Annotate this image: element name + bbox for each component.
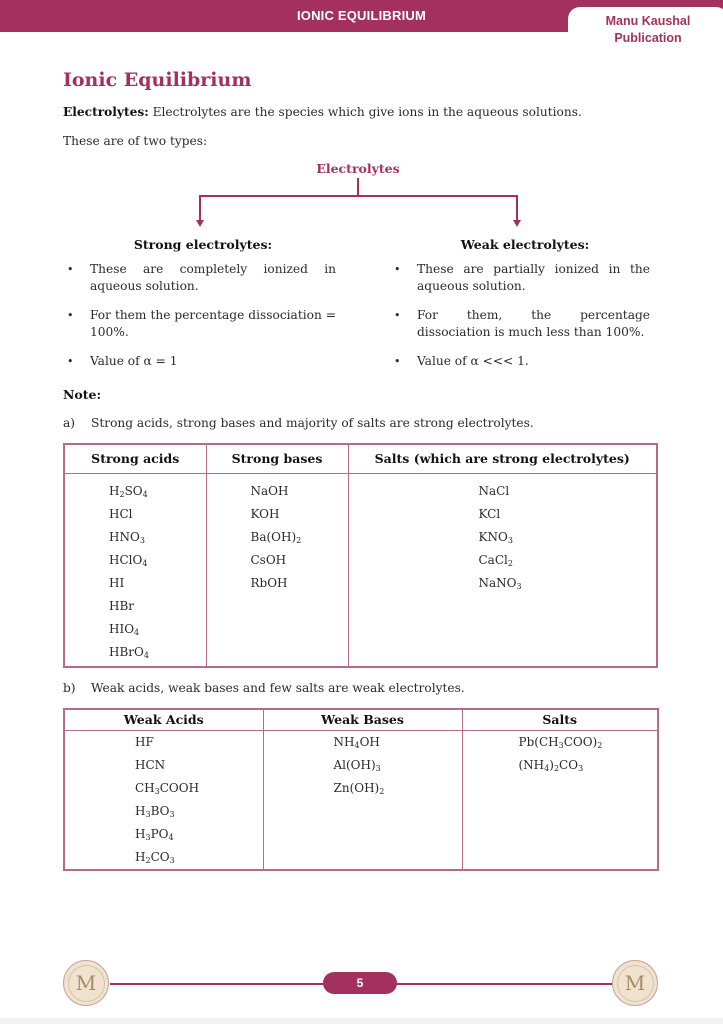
tree-root-label: Electrolytes	[316, 161, 400, 176]
note-a	[63, 415, 534, 431]
strong-electrolytes-list	[63, 261, 336, 382]
table-header: Strong acids	[64, 444, 206, 473]
strong-electrolytes-table	[63, 443, 658, 668]
table-header: Weak Bases	[263, 709, 462, 730]
bullet-icon: •	[67, 355, 74, 368]
page-title: Ionic Equilibrium	[63, 69, 252, 91]
note-a-marker: a)	[63, 416, 76, 430]
table-header: Weak Acids	[64, 709, 263, 730]
table-cell	[263, 730, 462, 870]
note-b-marker: b)	[63, 681, 76, 695]
note-a-text: Strong acids, strong bases and majority of salts are strong electrolytes.	[91, 416, 534, 430]
list-item: • These are completely ionized in aqueous solution.	[67, 262, 336, 293]
chapter-title: IONIC EQUILIBRIUM	[296, 8, 427, 23]
strong-bases-list: NaOH KOH $Ba(OH)_2$ CsOH RbOH	[250, 483, 302, 590]
weak-bases-list: $NH_4OH$ $Al(OH)_3$ $Zn(OH)_2$	[333, 734, 385, 796]
strong-acids-list: $H_2SO_4$ HCl $HNO_3$ HClO$_4$ HI HBr $HIO_4$ HBrO$_4$	[109, 483, 149, 660]
note-label: Note:	[63, 387, 102, 402]
list-item: • For them the percentage dissociation = 100%.	[67, 308, 336, 339]
tree-branch	[199, 195, 517, 197]
list-item: • Value of α = 1	[67, 354, 178, 368]
weak-electrolytes-heading: Weak electrolytes:	[460, 237, 590, 252]
table-row	[64, 473, 657, 667]
weak-salts-list: $Pb(CH_3COO)_2$ $(NH_4)_2CO_3$	[518, 734, 603, 773]
note-b-text: Weak acids, weak bases and few salts are weak electrolytes.	[91, 681, 465, 695]
weak-electrolytes-table	[63, 708, 659, 871]
publisher-tab	[568, 7, 723, 57]
bullet-icon: •	[394, 263, 401, 276]
table-cell	[206, 473, 348, 667]
publisher-seal-icon: M	[612, 960, 658, 1006]
definition-term: Electrolytes:	[63, 105, 149, 119]
table-header: Strong bases	[206, 444, 348, 473]
table-header: Salts	[462, 709, 658, 730]
publisher-label: Publication	[614, 31, 682, 45]
strong-electrolytes-heading: Strong electrolytes:	[133, 237, 273, 252]
tree-left-branch	[199, 195, 201, 220]
list-item: • For them, the percentage dissociation is much less than 100%.	[394, 308, 650, 339]
weak-acids-list: HF HCN $CH_3COOH$ $H_3BO_3$ $H_3PO_4$ $H_2CO_3$	[135, 734, 200, 865]
strong-salts-list: NaCl KCl $KNO_3$ CaCl$_2$ NaNO$_3$	[478, 483, 522, 591]
page-bottom-edge	[0, 1018, 723, 1024]
list-item: • These are partially ionized in the aqueous solution.	[394, 262, 650, 293]
bullet-icon: •	[394, 355, 401, 368]
bullet-icon: •	[394, 309, 401, 322]
table-header: Salts (which are strong electrolytes)	[348, 444, 657, 473]
weak-electrolytes-list	[390, 261, 650, 382]
definition-paragraph	[63, 104, 582, 120]
types-intro: These are of two types:	[63, 134, 208, 148]
table-cell	[64, 473, 206, 667]
bullet-icon: •	[67, 263, 74, 276]
tree-right-branch	[516, 195, 518, 220]
arrow-down-icon	[513, 220, 521, 227]
note-b	[63, 680, 465, 696]
bullet-icon: •	[67, 309, 74, 322]
tree-stem	[357, 178, 359, 196]
publisher-seal-icon: M	[63, 960, 109, 1006]
table-cell	[64, 730, 263, 870]
publisher-name: Manu Kaushal	[605, 14, 691, 28]
page-number: 5	[323, 972, 397, 994]
definition-text: Electrolytes are the species which give ions in the aqueous solutions.	[148, 105, 582, 119]
table-cell	[348, 473, 657, 667]
list-item: • Value of α <<< 1.	[394, 354, 529, 368]
table-row	[64, 730, 658, 870]
table-cell	[462, 730, 658, 870]
arrow-down-icon	[196, 220, 204, 227]
